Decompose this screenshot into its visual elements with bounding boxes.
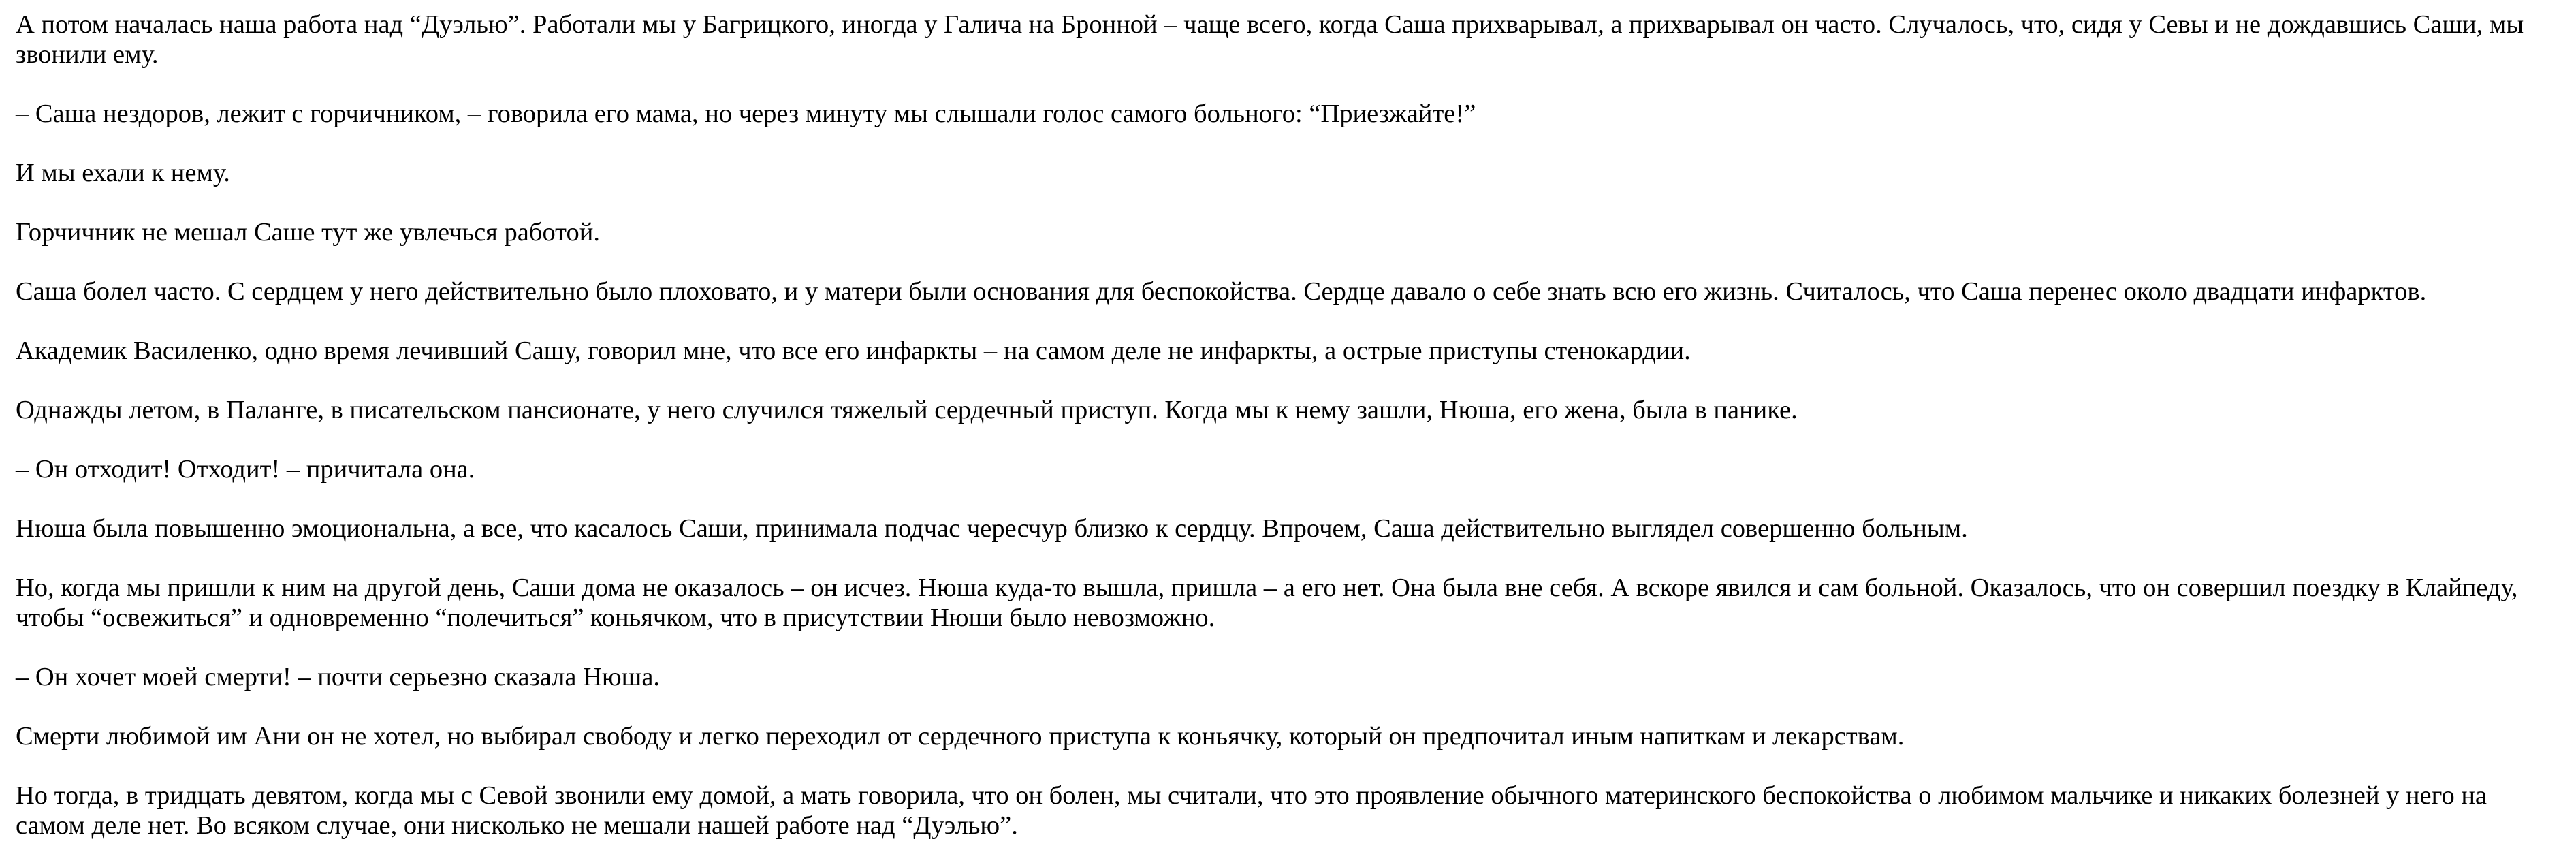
paragraph: А потом началась наша работа над “Дуэлью”. Работали мы у Багрицкого, иногда у Галича на Бронной – чаще всего, когда Саша прихварывал, а прихварывал он часто. Случалось, что, сидя у Севы и не дождавшись Саши, мы звонили ему.	[16, 10, 2524, 69]
paragraph: Академик Василенко, одно время лечивший Сашу, говорил мне, что все его инфаркты – на самом деле не инфаркты, а острые приступы стенокардии.	[16, 336, 1691, 365]
paragraph: Смерти любимой им Ани он не хотел, но выбирал свободу и легко переходил от сердечного приступа к коньячку, который он предпочитал иным напиткам и лекарствам.	[16, 722, 1905, 751]
paragraph: Но тогда, в тридцать девятом, когда мы с Севой звонили ему домой, а мать говорила, что он болен, мы считали, что это проявление обычного материнского беспокойства о любимом мальчике и никаких болезней у него на самом деле нет. Во всяком случае, они нисколько не мешали нашей работе над “Дуэлью”.	[16, 781, 2487, 840]
paragraph: Горчичник не мешал Саше тут же увлечься работой.	[16, 218, 600, 247]
paragraph: – Он хочет моей смерти! – почти серьезно сказала Нюша.	[16, 663, 661, 691]
paragraph: Саша болел часто. С сердцем у него действительно было плоховато, и у матери были основания для беспокойства. Сердце давало о себе знать всю его жизнь. Считалось, что Саша перенес около двадцати инфарктов.	[16, 277, 2427, 306]
paragraph: Но, когда мы пришли к ним на другой день, Саши дома не оказалось – он исчез. Нюша куда-то вышла, пришла – а его нет. Она была вне себя. А вскоре явился и сам больной. Оказалось, что он совершил поездку в Клайпеду, чтобы “освежиться” и одновременно “полечиться” коньячком, что в присутствии Нюши было невозможно.	[16, 573, 2518, 632]
paragraph: Однажды летом, в Паланге, в писательском пансионате, у него случился тяжелый сердечный приступ. Когда мы к нему зашли, Нюша, его жена, была в панике.	[16, 396, 1798, 424]
paragraph: – Он отходит! Отходит! – причитала она.	[16, 455, 475, 484]
paragraph: И мы ехали к нему.	[16, 159, 230, 187]
paragraph: – Саша нездоров, лежит с горчичником, – говорила его мама, но через минуту мы слышали голос самого больного: “Приезжайте!”	[16, 99, 1476, 128]
paragraph: Нюша была повышенно эмоциональна, а все, что касалось Саши, принимала подчас чересчур близко к сердцу. Впрочем, Саша действительно выглядел совершенно больным.	[16, 514, 1968, 543]
